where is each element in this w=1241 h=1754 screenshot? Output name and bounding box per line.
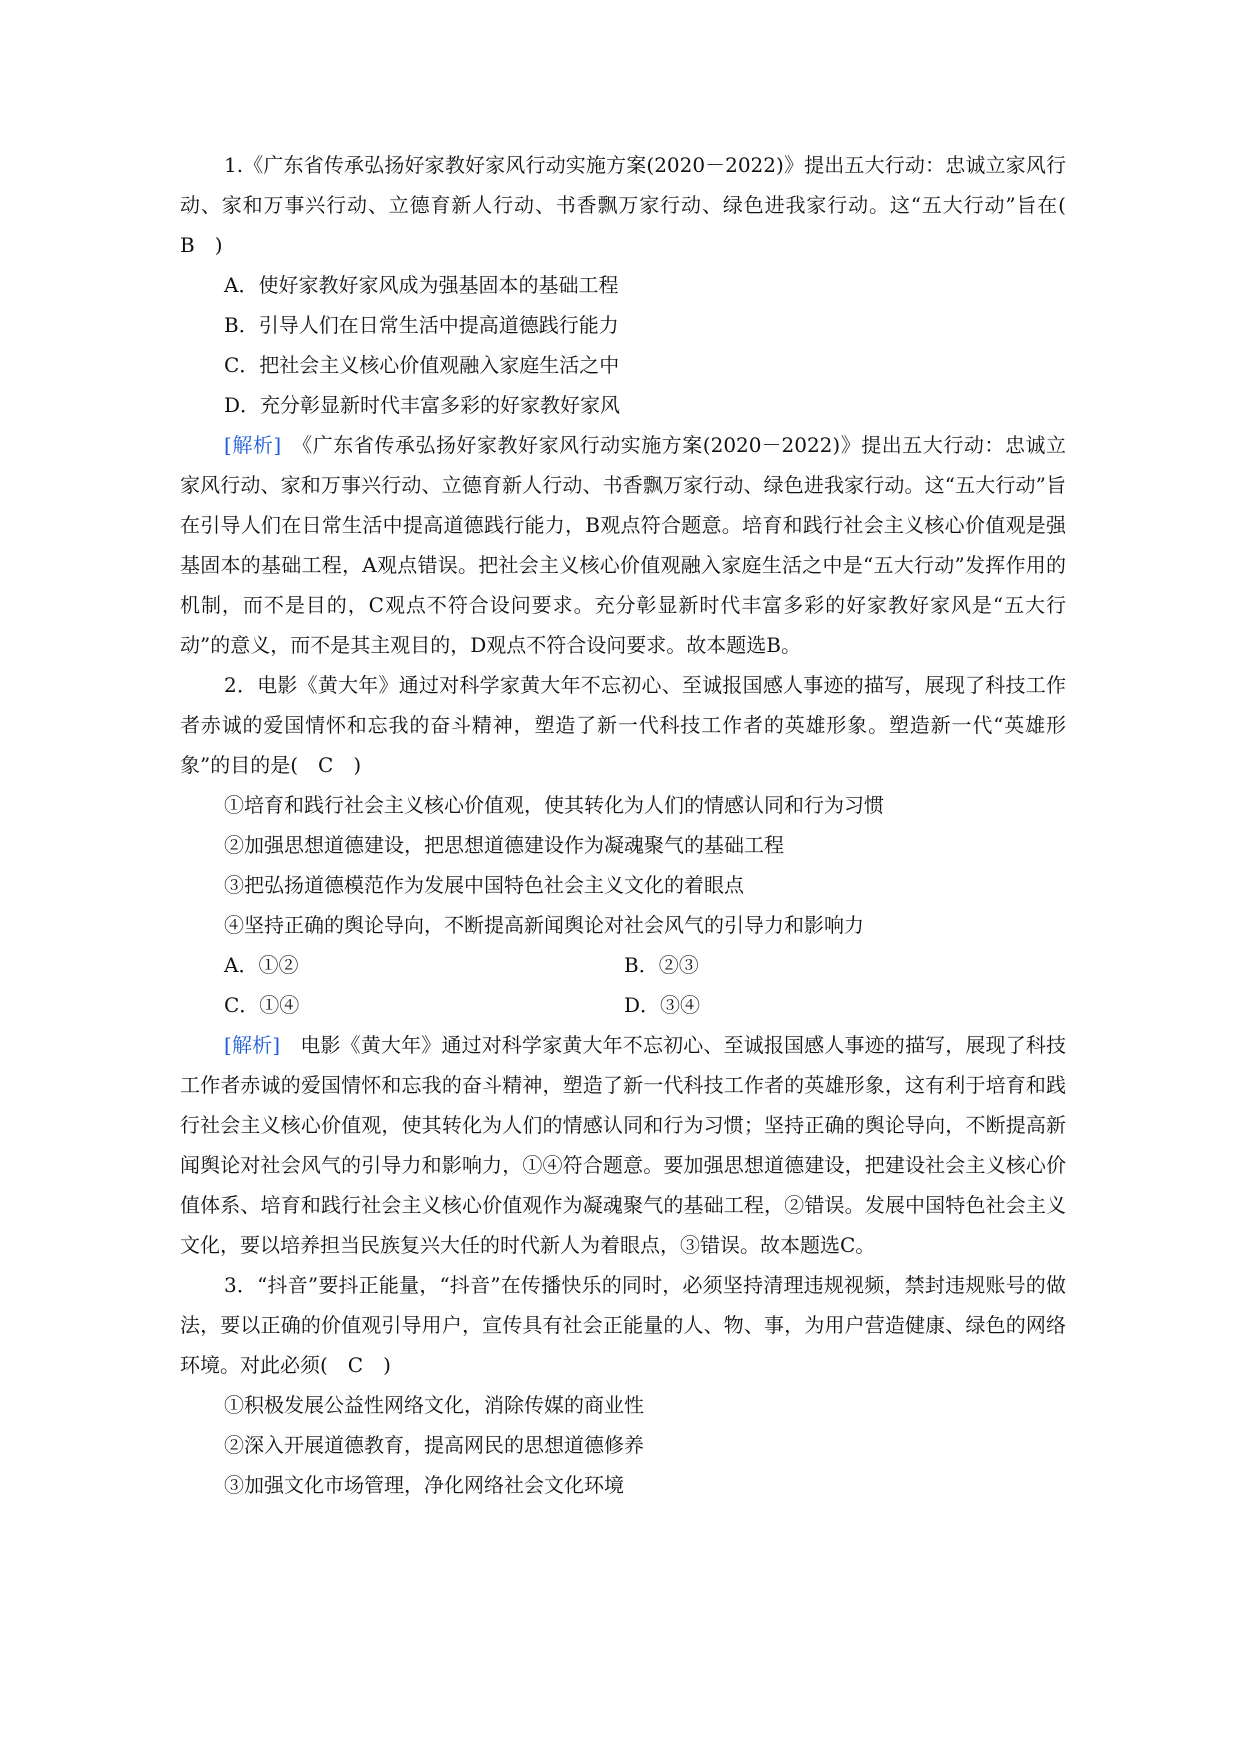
- document-content: [180, 145, 1086, 1505]
- question-1-analysis: [180, 425, 1066, 665]
- analysis-text: 电影《黄大年》通过对科学家黄大年不忘初心、至诚报国感人事迹的描写，展现了科技工作者赤诚的爱国情怀和忘我的奋斗精神，塑造了新一代科技工作者的英雄形象，这有利于培育和践行社会主义核心价值观，使其转化为人们的情感认同和行为习惯；坚持正确的舆论导向，不断提高新闻舆论对社会风气的引导力和影响力，①④符合题意。要加强思想道德建设，把建设社会主义核心价值体系、培育和践行社会主义核心价值观作为凝魂聚气的基础工程，②错误。发展中国特色社会主义文化，要以培养担当民族复兴大任的时代新人为着眼点，③错误。故本题选C。: [180, 1033, 1067, 1257]
- question-3-item-3: ③加强文化市场管理，净化网络社会文化环境: [224, 1473, 624, 1497]
- analysis-tag: [解析]: [224, 1033, 281, 1057]
- question-2-option-a: A．①②: [224, 953, 299, 977]
- analysis-tag: [解析]: [224, 433, 282, 457]
- question-3-stem: 3．“抖音”要抖正能量，“抖音”在传播快乐的同时，必须坚持清理违规视频，禁封违规账号的做法，要以正确的价值观引导用户，宣传具有社会正能量的人、物、事，为用户营造健康、绿色的网络环境。对此必须( C ): [180, 1273, 1066, 1377]
- question-1-option-c: C．把社会主义核心价值观融入家庭生活之中: [224, 353, 620, 377]
- question-3-item-1: ①积极发展公益性网络文化，消除传媒的商业性: [224, 1393, 644, 1417]
- question-1-option-b: B．引导人们在日常生活中提高道德践行能力: [224, 313, 619, 337]
- analysis-text: 《广东省传承弘扬好家教好家风行动实施方案(2020－2022)》提出五大行动：忠诚立家风行动、家和万事兴行动、立德育新人行动、书香飘万家行动、绿色进我家行动。这“五大行动”旨在引导人们在日常生活中提高道德践行能力，B观点符合题意。培育和践行社会主义核心价值观是强基固本的基础工程，A观点错误。把社会主义核心价值观融入家庭生活之中是“五大行动”发挥作用的机制，而不是目的，C观点不符合设问要求。充分彰显新时代丰富多彩的好家教好家风是“五大行动”的意义，而不是其主观目的，D观点不符合设问要求。故本题选B。: [180, 433, 1066, 657]
- question-1-option-a: A．使好家教好家风成为强基固本的基础工程: [224, 273, 619, 297]
- question-2-options: [180, 945, 1066, 1025]
- question-2-option-d: D．③④: [624, 993, 701, 1017]
- question-2-item-4: ④坚持正确的舆论导向，不断提高新闻舆论对社会风气的引导力和影响力: [224, 913, 864, 937]
- question-2-stem: 2．电影《黄大年》通过对科学家黄大年不忘初心、至诚报国感人事迹的描写，展现了科技工作者赤诚的爱国情怀和忘我的奋斗精神，塑造了新一代科技工作者的英雄形象。塑造新一代“英雄形象”的目的是( C ): [180, 673, 1066, 777]
- question-3-item-2: ②深入开展道德教育，提高网民的思想道德修养: [224, 1433, 644, 1457]
- question-1-option-d: D．充分彰显新时代丰富多彩的好家教好家风: [224, 393, 621, 417]
- question-2-item-3: ③把弘扬道德模范作为发展中国特色社会主义文化的着眼点: [224, 873, 744, 897]
- question-2-item-1: ①培育和践行社会主义核心价值观，使其转化为人们的情感认同和行为习惯: [224, 793, 884, 817]
- question-2-option-b: B．②③: [624, 953, 699, 977]
- question-2-item-2: ②加强思想道德建设，把思想道德建设作为凝魂聚气的基础工程: [224, 833, 784, 857]
- question-2-analysis: [180, 1025, 1066, 1265]
- question-1-stem: 1.《广东省传承弘扬好家教好家风行动实施方案(2020－2022)》提出五大行动：忠诚立家风行动、家和万事兴行动、立德育新人行动、书香飘万家行动、绿色进我家行动。这“五大行动”旨在( B ): [180, 153, 1086, 257]
- question-2-option-c: C．①④: [224, 993, 300, 1017]
